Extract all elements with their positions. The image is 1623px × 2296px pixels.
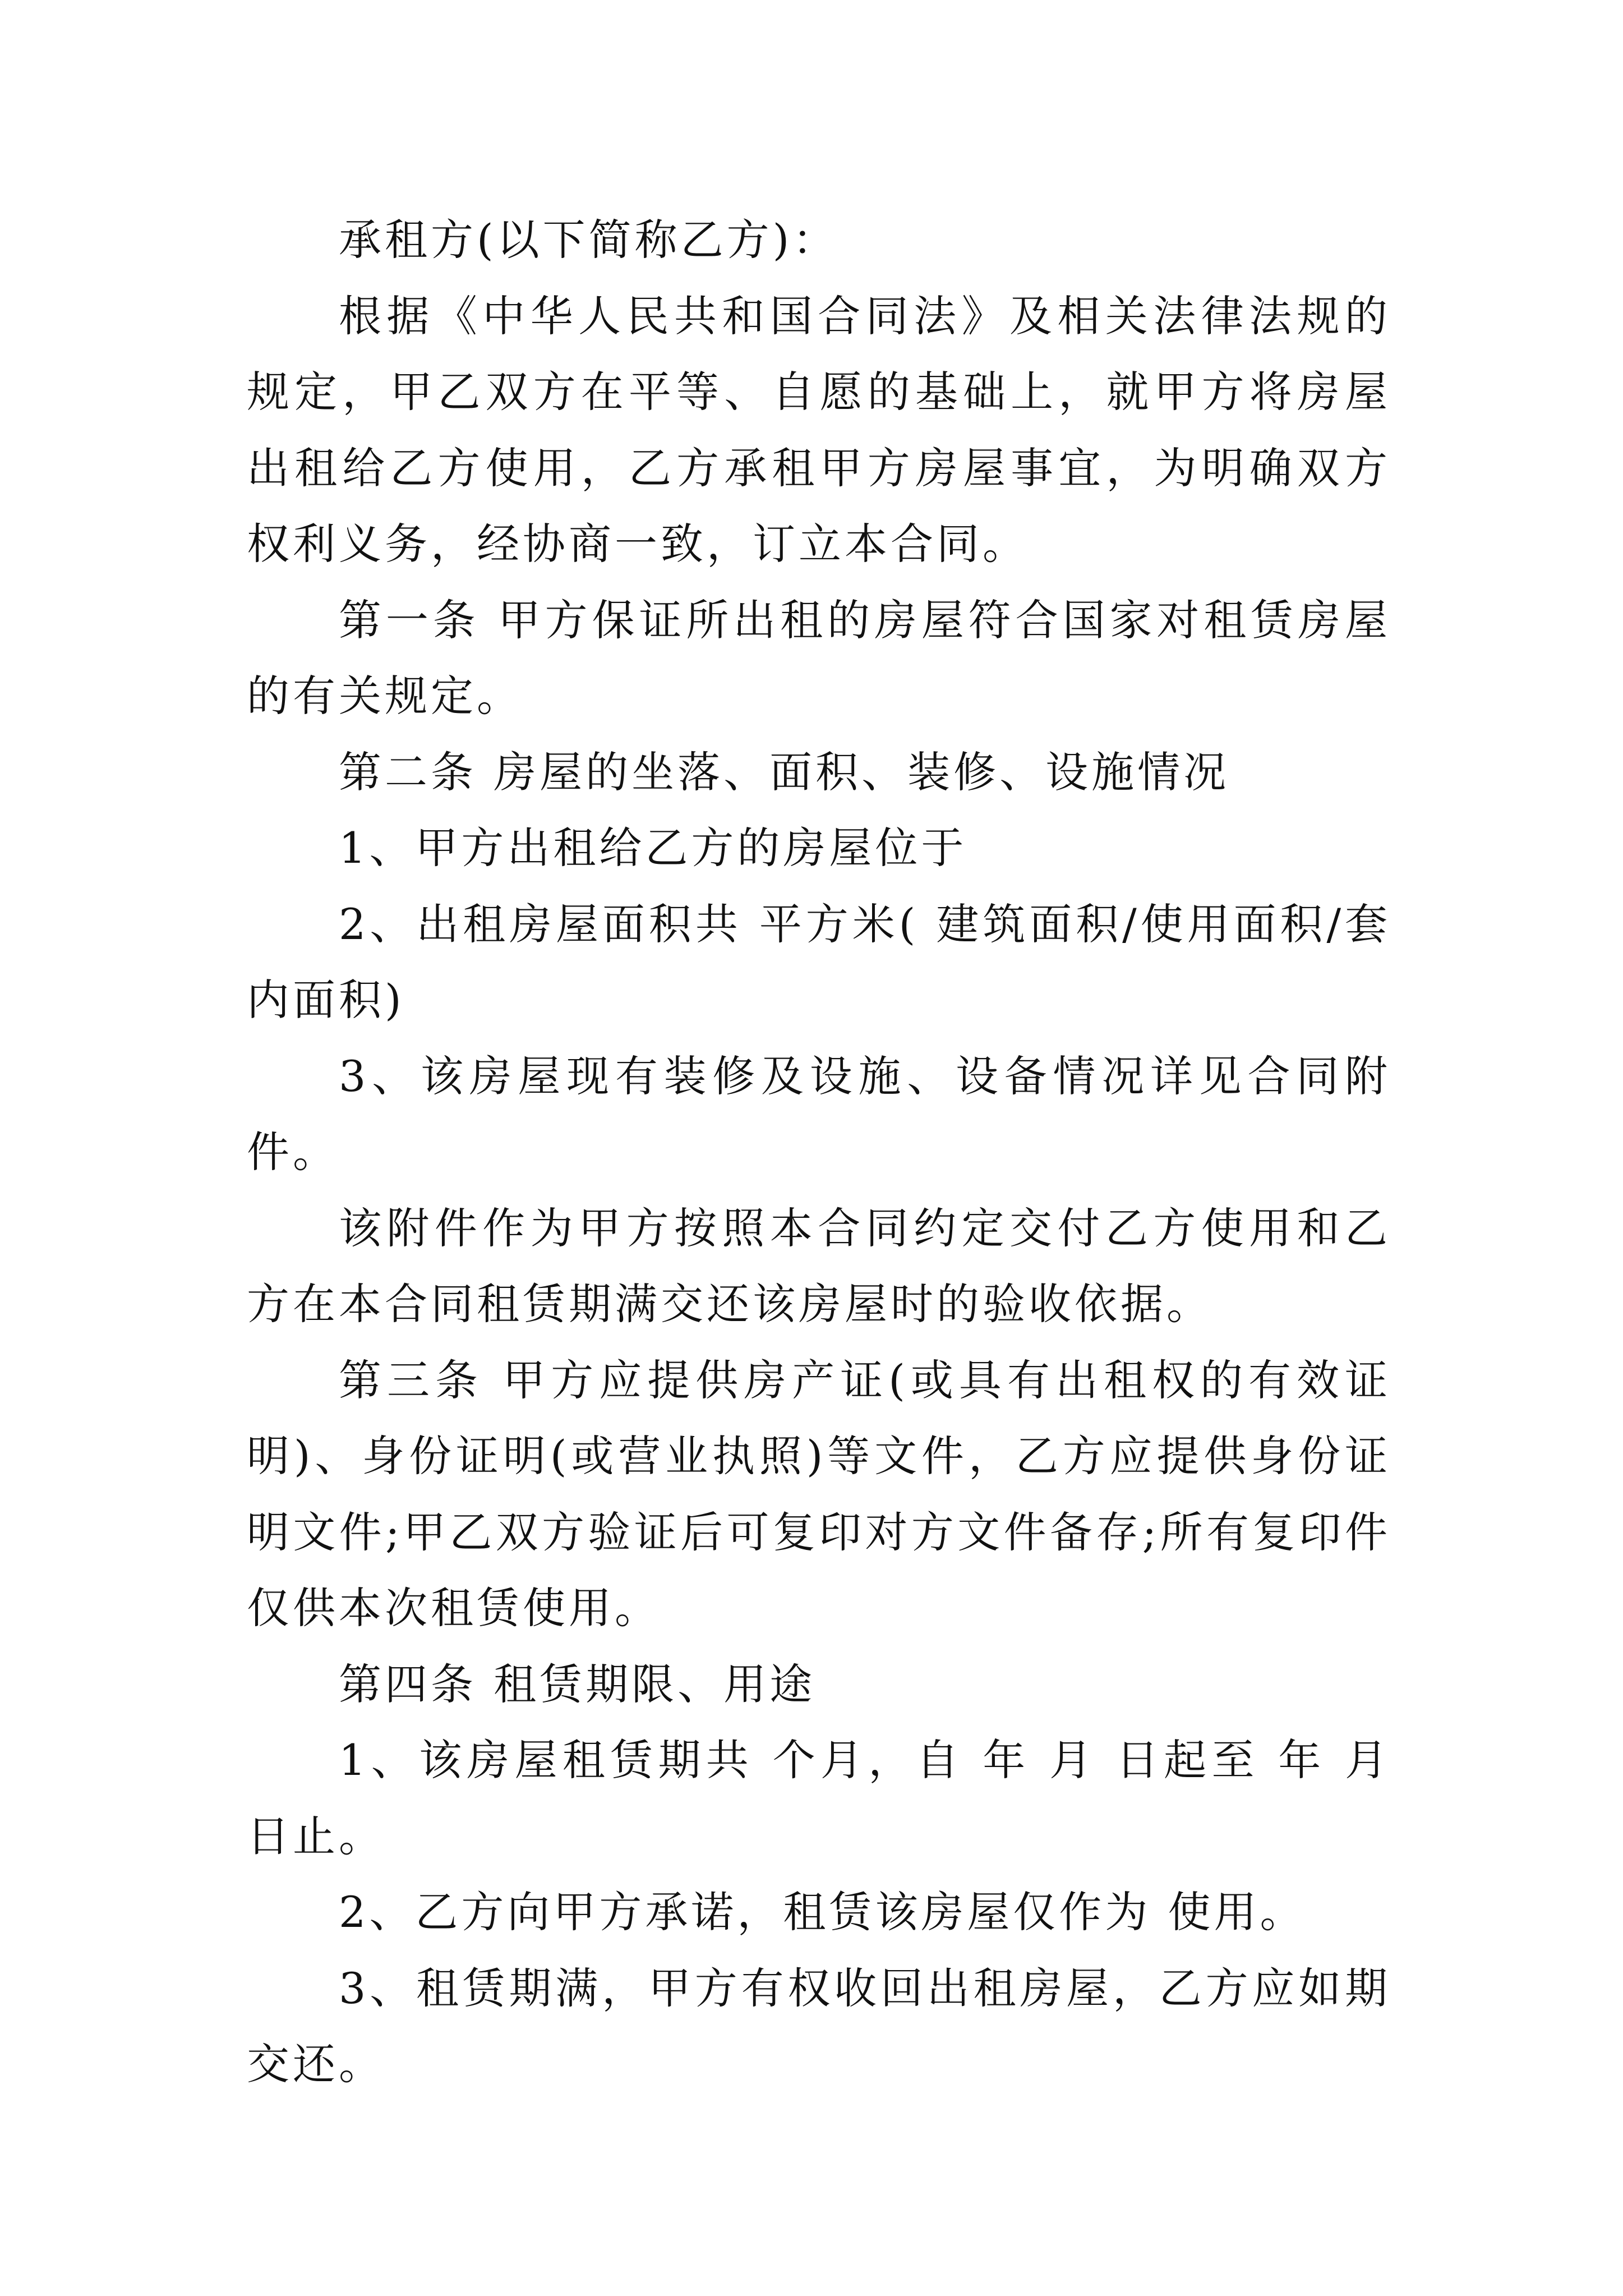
article-3: 第三条 甲方应提供房产证(或具有出租权的有效证明)、身份证明(或营业执照)等文件，乙方应提供身份证明文件;甲乙双方验证后可复印对方文件备存;所有复印件仅供本次租赁使用。 (247, 1355, 1391, 1633)
article-4-item-1: 1、该房屋租赁期共 个月，自 年 月 日起至 年 月 日止。 (247, 1735, 1391, 1861)
article-1: 第一条 甲方保证所出租的房屋符合国家对租赁房屋的有关规定。 (247, 595, 1391, 721)
attachment-note: 该附件作为甲方按照本合同约定交付乙方使用和乙方在本合同租赁期满交还该房屋时的验收依据。 (247, 1203, 1391, 1329)
article-2-item-2: 2、出租房屋面积共 平方米( 建筑面积/使用面积/套内面积) (247, 899, 1391, 1025)
article-4-item-3: 3、租赁期满，甲方有权收回出租房屋，乙方应如期交还。 (247, 1963, 1391, 2089)
article-4-heading: 第四条 租赁期限、用途 (339, 1659, 816, 1709)
article-2-item-3: 3、该房屋现有装修及设施、设备情况详见合同附件。 (247, 1051, 1391, 1177)
preamble-paragraph: 根据《中华人民共和国合同法》及相关法律法规的规定，甲乙双方在平等、自愿的基础上，就甲方将房屋出租给乙方使用，乙方承租甲方房屋事宜，为明确双方权利义务，经协商一致，订立本合同。 (247, 291, 1391, 569)
article-4-item-2: 2、乙方向甲方承诺，租赁该房屋仅作为 使用。 (339, 1887, 1306, 1937)
lessee-line: 承租方(以下简称乙方)： (339, 215, 839, 265)
article-2-heading: 第二条 房屋的坐落、面积、装修、设施情况 (339, 747, 1230, 797)
contract-body (247, 202, 1391, 2102)
article-2-item-1: 1、甲方出租给乙方的房屋位于 (339, 823, 967, 873)
